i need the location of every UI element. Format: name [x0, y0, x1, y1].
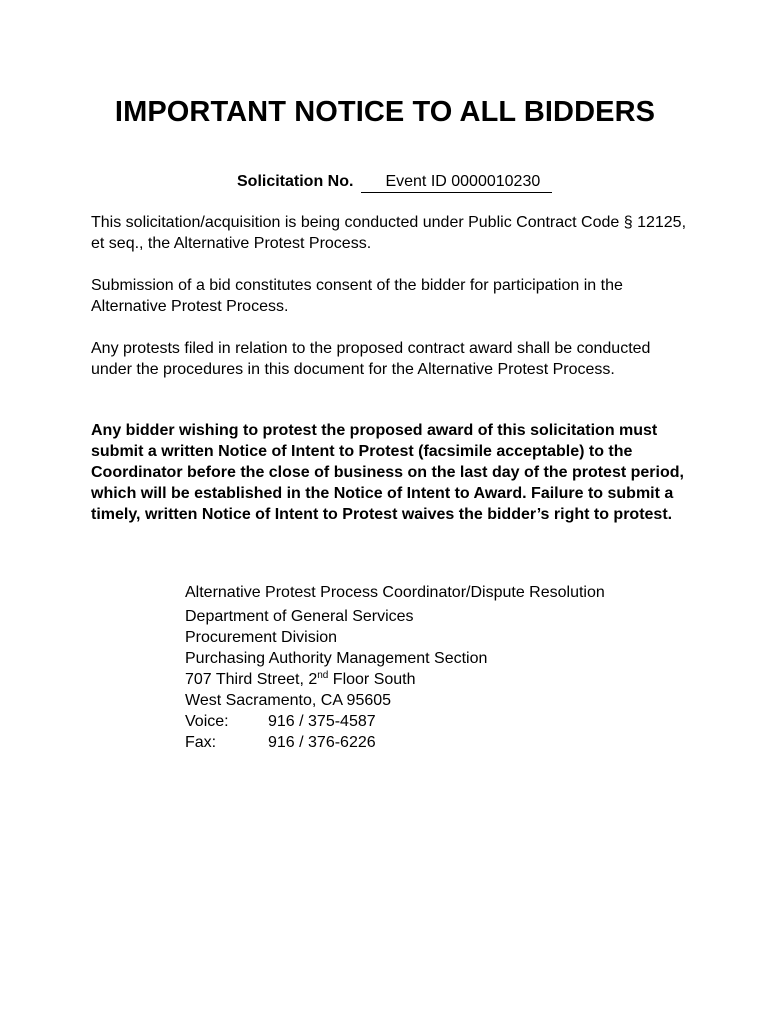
- fax-label: Fax:: [185, 734, 217, 751]
- contact-street: [185, 669, 605, 690]
- voice-number: 916 / 375-4587: [268, 713, 376, 730]
- fax-number: 916 / 376-6226: [268, 734, 376, 751]
- contact-city: West Sacramento, CA 95605: [185, 692, 392, 709]
- contact-coordinator: Alternative Protest Process Coordinator/Dispute Resolution: [185, 584, 605, 601]
- paragraph-protest-process: This solicitation/acquisition is being conducted under Public Contract Code § 12125, et seq., the Alternative Protest Process.: [91, 214, 687, 252]
- paragraph-notice-of-intent: Any bidder wishing to protest the proposed award of this solicitation must submit a written Notice of Intent to Protest (facsimile acceptable) to the Coordinator before the close of business on the last day of the protest period, which will be established in the Notice of Intent to Award. Failure to submit a timely, written Notice of Intent to Protest waives the bidder’s right to protest.: [91, 422, 684, 523]
- street-ordinal-suffix: nd: [317, 670, 329, 681]
- contact-department: Department of General Services: [185, 608, 414, 625]
- solicitation-number: [237, 172, 552, 193]
- street-prefix: 707 Third Street, 2: [185, 671, 318, 688]
- solicitation-label: Solicitation No.: [237, 173, 354, 190]
- paragraph-bid-consent: Submission of a bid constitutes consent of the bidder for participation in the Alternative Protest Process.: [91, 277, 623, 315]
- paragraph-protest-procedures: Any protests filed in relation to the proposed contract award shall be conducted under the procedures in this document for the Alternative Protest Process.: [91, 340, 651, 378]
- coordinator-contact-block: [185, 582, 605, 753]
- contact-division: Procurement Division: [185, 629, 338, 646]
- page-title: IMPORTANT NOTICE TO ALL BIDDERS: [114, 96, 656, 128]
- voice-label: Voice:: [185, 713, 229, 730]
- contact-voice: [185, 711, 605, 732]
- solicitation-value: Event ID 0000010230: [361, 172, 552, 193]
- contact-fax: [185, 732, 605, 753]
- street-suffix: Floor South: [328, 671, 416, 688]
- contact-section: Purchasing Authority Management Section: [185, 650, 488, 667]
